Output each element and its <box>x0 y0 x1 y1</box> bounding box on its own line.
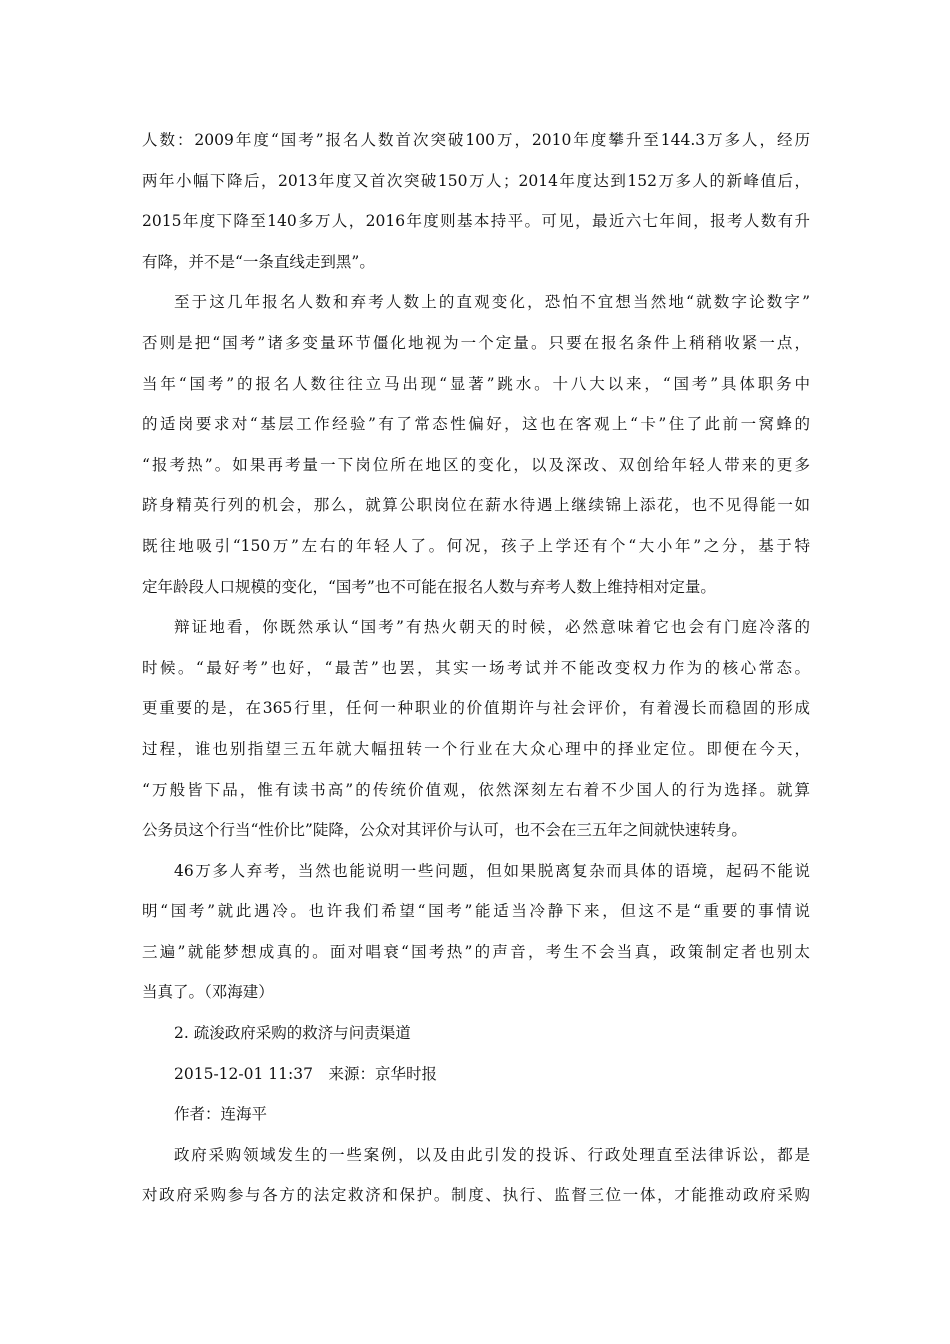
text-line: 过程，谁也别指望三五年就大幅扭转一个行业在大众心理中的择业定位。即便在今天， <box>142 739 810 758</box>
article-author: 作者：连海平 <box>174 1105 268 1124</box>
text-line: “万般皆下品，惟有读书高”的传统价值观，依然深刻左右着不少国人的行为选择。就算 <box>142 780 810 799</box>
paragraph-conclusion <box>142 851 810 1013</box>
text-line: 既往地吸引“150万”左右的年轻人了。何况，孩子上学还有个“大小年”之分，基于特 <box>142 536 810 555</box>
text-line: 两年小幅下降后，2013年度又首次突破150万人；2014年度达到152万多人的新峰值后， <box>142 171 810 190</box>
text-line: 否则是把“国考”诸多变量环节僵化地视为一个定量。只要在报名条件上稍稍收紧一点， <box>142 333 810 352</box>
article-heading: 2. 疏浚政府采购的救济与问责渠道 <box>174 1024 411 1043</box>
text-line: 2015年度下降至140多万人，2016年度则基本持平。可见，最近六七年间，报考人数有升 <box>142 212 810 231</box>
paragraph-applicant-numbers <box>142 120 810 282</box>
text-line: 定年龄段人口规模的变化，“国考”也不可能在报名人数与弃考人数上维持相对定量。 <box>142 577 716 596</box>
text-line: 明“国考”就此遇冷。也许我们希望“国考”能适当冷静下来，但这不是“重要的事情说 <box>142 902 810 921</box>
document-body <box>142 120 810 1216</box>
paragraph-numbers-analysis <box>142 282 810 607</box>
text-line: 46万多人弃考，当然也能说明一些问题，但如果脱离复杂而具体的语境，起码不能说 <box>174 861 810 880</box>
text-line: 的适岗要求对“基层工作经验”有了常态性偏好，这也在客观上“卡”住了此前一窝蜂的 <box>142 415 810 434</box>
text-line: 当年“国考”的报名人数往往立马出现“显著”跳水。十八大以来，“国考”具体职务中 <box>142 374 810 393</box>
article-header <box>142 1013 810 1135</box>
paragraph-dialectical-view <box>142 607 810 851</box>
paragraph-procurement <box>142 1135 810 1216</box>
text-line: 当真了。（邓海建） <box>142 983 274 1002</box>
text-line: 有降，并不是“一条直线走到黑”。 <box>142 252 375 271</box>
text-line: 跻身精英行列的机会，那么，就算公职岗位在薪水待遇上继续锦上添花，也不见得能一如 <box>142 496 810 515</box>
text-line: 时候。“最好考”也好，“最苦”也罢，其实一场考试并不能改变权力作为的核心常态。 <box>142 658 810 677</box>
text-line: “报考热”。如果再考量一下岗位所在地区的变化，以及深改、双创给年轻人带来的更多 <box>142 455 810 474</box>
text-line: 人数：2009年度“国考”报名人数首次突破100万，2010年度攀升至144.3万多人，经历 <box>142 131 810 149</box>
text-line: 公务员这个行当“性价比”陡降，公众对其评价与认可，也不会在三五年之间就快速转身。 <box>142 821 747 840</box>
article-dateline: 2015-12-01 11:37 来源：京华时报 <box>174 1064 437 1083</box>
text-line: 辩证地看，你既然承认“国考”有热火朝天的时候，必然意味着它也会有门庭冷落的 <box>174 618 810 637</box>
text-line: 政府采购领域发生的一些案例，以及由此引发的投诉、行政处理直至法律诉讼，都是 <box>174 1145 810 1164</box>
text-line: 对政府采购参与各方的法定救济和保护。制度、执行、监督三位一体，才能推动政府采购 <box>142 1186 810 1205</box>
text-line: 三遍”就能梦想成真的。面对唱衰“国考热”的声音，考生不会当真，政策制定者也别太 <box>142 942 810 961</box>
text-line: 至于这几年报名人数和弃考人数上的直观变化，恐怕不宜想当然地“就数字论数字” <box>174 293 810 312</box>
text-line: 更重要的是，在365行里，任何一种职业的价值期许与社会评价，有着漫长而稳固的形成 <box>142 699 810 718</box>
